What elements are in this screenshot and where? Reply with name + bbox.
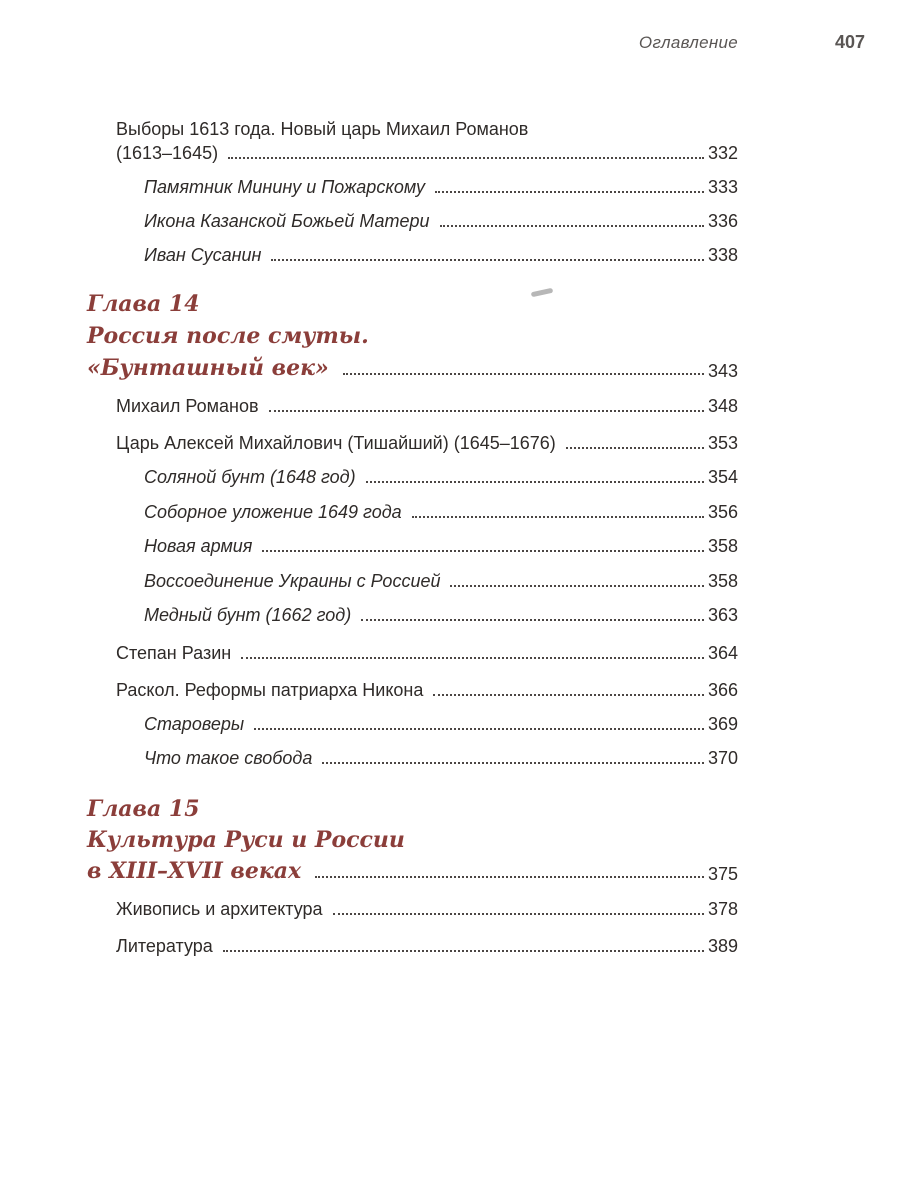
dot-leader bbox=[333, 913, 704, 915]
dot-leader bbox=[440, 225, 704, 227]
chapter-page: 375 bbox=[707, 864, 738, 884]
toc-entry-label: (1613–1645) bbox=[116, 143, 219, 163]
toc-entry-page: 378 bbox=[707, 899, 738, 919]
toc-subentry-label: Соляной бунт (1648 год) bbox=[144, 467, 356, 487]
dot-leader bbox=[271, 259, 704, 261]
toc-entry-label: Степан Разин bbox=[116, 643, 232, 663]
toc-subentry-label: Новая армия bbox=[144, 536, 253, 556]
toc-subentry[interactable] bbox=[144, 531, 738, 557]
toc-subentry-label: Иван Сусанин bbox=[144, 245, 262, 265]
chapter-number: Глава 14 bbox=[87, 291, 200, 317]
toc-subentry-label: Памятник Минину и Пожарскому bbox=[144, 177, 425, 197]
toc-entry[interactable] bbox=[116, 638, 738, 664]
dot-leader bbox=[262, 550, 704, 552]
toc-entry[interactable] bbox=[116, 675, 738, 701]
chapter-title: Россия после смуты. bbox=[87, 323, 369, 349]
toc-subentry-page: 336 bbox=[707, 211, 738, 231]
toc-subentry-page: 358 bbox=[707, 571, 738, 591]
toc-entry[interactable] bbox=[116, 428, 738, 454]
toc-entry[interactable] bbox=[116, 894, 738, 920]
toc-subentry-page: 356 bbox=[707, 502, 738, 522]
dot-leader bbox=[566, 447, 704, 449]
dot-leader bbox=[269, 410, 704, 412]
toc-entry[interactable] bbox=[116, 931, 738, 957]
dot-leader bbox=[223, 950, 704, 952]
toc-entry-page: 353 bbox=[707, 433, 738, 453]
dot-leader bbox=[433, 694, 704, 696]
chapter-number: Глава 15 bbox=[87, 796, 200, 822]
running-header-title: Оглавление bbox=[638, 33, 738, 52]
toc-entry-page: 366 bbox=[707, 680, 738, 700]
toc-subentry[interactable] bbox=[144, 172, 738, 198]
toc-subentry[interactable] bbox=[144, 206, 738, 232]
toc-subentry[interactable] bbox=[144, 743, 738, 769]
toc-subentry[interactable] bbox=[144, 600, 738, 626]
toc-entry[interactable] bbox=[116, 391, 738, 417]
chapter-title-line[interactable] bbox=[87, 855, 738, 885]
toc-entry-title-line1: Выборы 1613 года. Новый царь Михаил Романов bbox=[116, 119, 529, 139]
dot-leader bbox=[322, 762, 704, 764]
dot-leader bbox=[366, 481, 704, 483]
toc-subentry[interactable] bbox=[144, 497, 738, 523]
chapter-page: 343 bbox=[707, 361, 738, 381]
toc-entry-page: 389 bbox=[707, 936, 738, 956]
dot-leader bbox=[241, 657, 704, 659]
toc-entry-page: 348 bbox=[707, 396, 738, 416]
chapter-title: Культура Руси и России bbox=[87, 827, 405, 853]
dot-leader bbox=[412, 516, 704, 518]
toc-entry-label: Царь Алексей Михайлович (Тишайший) (1645–1676) bbox=[116, 433, 556, 453]
toc-subentry[interactable] bbox=[144, 709, 738, 735]
chapter-title-line[interactable] bbox=[87, 352, 738, 382]
toc-subentry-label: Воссоединение Украины с Россией bbox=[144, 571, 441, 591]
toc-subentry-page: 370 bbox=[707, 748, 738, 768]
toc-subentry[interactable] bbox=[144, 566, 738, 592]
dot-leader bbox=[315, 876, 704, 878]
toc-entry-label: Живопись и архитектура bbox=[116, 899, 323, 919]
toc-entry-label: Раскол. Реформы патриарха Никона bbox=[116, 680, 424, 700]
toc-entry-label: Литература bbox=[116, 936, 213, 956]
toc-subentry-page: 358 bbox=[707, 536, 738, 556]
toc-entry-label: Михаил Романов bbox=[116, 396, 259, 416]
toc-subentry-page: 338 bbox=[707, 245, 738, 265]
toc-subentry[interactable] bbox=[144, 240, 738, 266]
toc-subentry-label: Икона Казанской Божьей Матери bbox=[144, 211, 430, 231]
toc-subentry-label: Медный бунт (1662 год) bbox=[144, 605, 352, 625]
dot-leader bbox=[228, 157, 704, 159]
toc-subentry-label: Соборное уложение 1649 года bbox=[144, 502, 402, 522]
toc-subentry[interactable] bbox=[144, 462, 738, 488]
toc-subentry-page: 354 bbox=[707, 467, 738, 487]
toc-subentry-label: Староверы bbox=[144, 714, 245, 734]
toc-entry-page: 364 bbox=[707, 643, 738, 663]
dot-leader bbox=[435, 191, 704, 193]
toc-subentry-page: 363 bbox=[707, 605, 738, 625]
chapter-title-tail: «Бунташный век» bbox=[87, 355, 329, 381]
toc-entry-page: 332 bbox=[707, 143, 738, 163]
ink-smudge bbox=[531, 288, 554, 297]
toc-subentry-label: Что такое свобода bbox=[144, 748, 313, 768]
dot-leader bbox=[361, 619, 704, 621]
toc-subentry-page: 369 bbox=[707, 714, 738, 734]
toc-entry[interactable] bbox=[116, 138, 738, 164]
toc-subentry-page: 333 bbox=[707, 177, 738, 197]
dot-leader bbox=[343, 373, 704, 375]
dot-leader bbox=[450, 585, 703, 587]
chapter-title-tail: в XIII–XVII веках bbox=[87, 858, 302, 884]
page-number: 407 bbox=[834, 32, 865, 52]
dot-leader bbox=[254, 728, 704, 730]
running-header bbox=[0, 33, 900, 57]
